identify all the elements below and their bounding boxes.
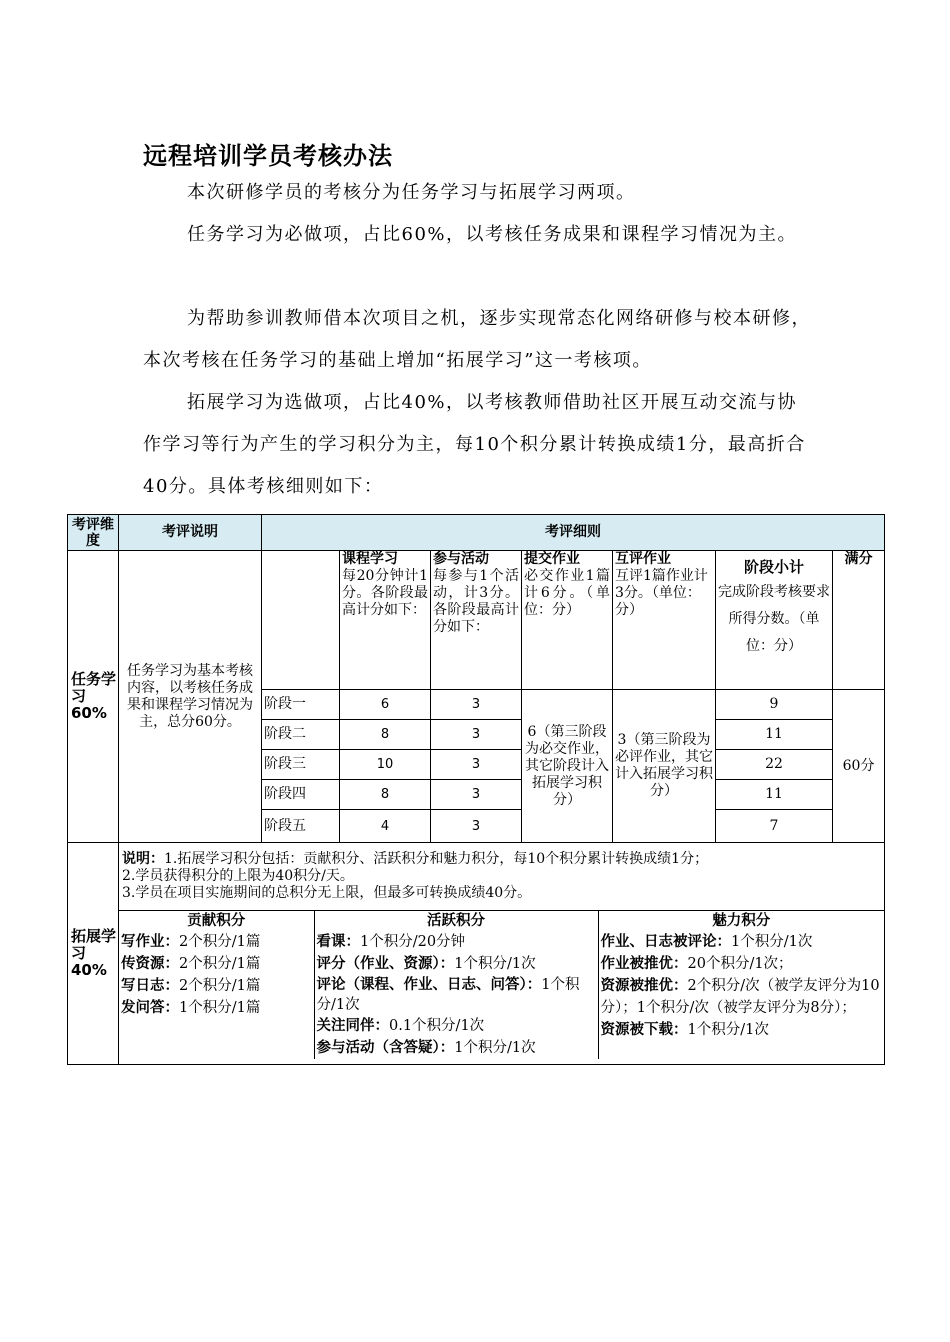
stage-course-score: 10	[340, 750, 431, 780]
task-dimension: 任务学习60%	[68, 551, 119, 843]
list-item: 写作业：2个积分/1篇	[121, 934, 261, 950]
stage-subtotal: 22	[716, 750, 833, 780]
list-item: 评分（作业、资源）：1个积分/1次	[316, 956, 536, 972]
stage-activity-score: 3	[431, 690, 522, 720]
stage-name: 阶段五	[262, 810, 340, 843]
peer-review-merged: 3（第三阶段为必评作业，其它计入拓展学习积分）	[613, 690, 716, 843]
active-items	[314, 931, 598, 1059]
stage-activity-score: 3	[431, 720, 522, 750]
stage-name: 阶段三	[262, 750, 340, 780]
stage-name: 阶段一	[262, 690, 340, 720]
active-title: 活跃积分	[314, 911, 598, 931]
column-course: 课程学习 每20分钟计1分。各阶段最高计分如下：	[340, 551, 431, 690]
stage-subtotal: 9	[716, 690, 833, 720]
empty-cell	[262, 551, 340, 690]
stage-name: 阶段二	[262, 720, 340, 750]
list-item: 评论（课程、作业、日志、问答）：1个积分/1次	[316, 977, 580, 1013]
column-homework: 提交作业 必交作业1篇计6分。（单位：分）	[522, 551, 613, 690]
paragraph-1: 本次研修学员的考核分为任务学习与拓展学习两项。	[187, 182, 636, 203]
column-stage-subtotal: 阶段小计 完成阶段考核要求所得分数。（单位：分）	[716, 551, 833, 690]
charm-title: 魅力积分	[712, 913, 771, 929]
list-item: 看课：1个积分/20分钟	[316, 934, 466, 950]
extend-notes: 说明：1.拓展学习积分包括：贡献积分、活跃积分和魅力积分，每10个积分累计转换成绩1分； 2.学员获得积分的上限为40积分/天。 3.学员在项目实施期间的总积分无上限，但最多可转换成绩40分。	[119, 843, 885, 911]
column-activity: 参与活动 每参与1个活动，计3分。各阶段最高计分如下：	[431, 551, 522, 690]
header-description: 考评说明	[119, 515, 262, 551]
stage-course-score: 4	[340, 810, 431, 843]
list-item: 传资源：2个积分/1篇	[121, 956, 261, 972]
stage-activity-score: 3	[431, 810, 522, 843]
homework-merged: 6（第三阶段为必交作业，其它阶段计入拓展学习积分）	[522, 690, 613, 843]
stage-subtotal: 7	[716, 810, 833, 843]
list-item: 资源被推优：2个积分/次（被学友评分为10分）；1个积分/次（被学友评分为8分）；	[600, 978, 880, 1016]
contribution-items	[119, 931, 314, 1059]
stage-course-score: 6	[340, 690, 431, 720]
page-title: 远程培训学员考核办法	[143, 142, 393, 170]
list-item: 关注同伴：0.1个积分/1次	[316, 1018, 485, 1034]
stage-subtotal: 11	[716, 780, 833, 810]
stage-subtotal: 11	[716, 720, 833, 750]
header-details: 考评细则	[262, 515, 885, 551]
stage-activity-score: 3	[431, 780, 522, 810]
list-item: 资源被下载：1个积分/1次	[600, 1022, 769, 1038]
list-item: 写日志：2个积分/1篇	[121, 978, 261, 994]
stage-course-score: 8	[340, 720, 431, 750]
stage-course-score: 8	[340, 780, 431, 810]
header-dimension: 考评维度	[68, 515, 119, 551]
list-item: 参与活动（含答疑）：1个积分/1次	[316, 1040, 536, 1056]
assessment-table	[67, 514, 885, 1065]
paragraph-3: 为帮助参训教师借本次项目之机，逐步实现常态化网络研修与校本研修，本次考核在任务学习的基础上增加“拓展学习”这一考核项。	[143, 308, 811, 371]
points-breakdown	[119, 911, 885, 1065]
extend-dimension: 拓展学习40%	[68, 843, 119, 1065]
contribution-title: 贡献积分	[119, 911, 314, 931]
list-item: 作业、日志被评论：1个积分/1次	[600, 934, 813, 950]
list-item: 作业被推优：20个积分/1次；	[600, 956, 793, 972]
paragraph-2: 任务学习为必做项，占比60%，以考核任务成果和课程学习情况为主。	[187, 224, 798, 245]
column-full-score: 满分	[833, 551, 885, 690]
list-item: 发问答：1个积分/1篇	[121, 1000, 261, 1016]
charm-items	[598, 931, 884, 1059]
task-description: 任务学习为基本考核内容，以考核任务成果和课程学习情况为主，总分60分。	[119, 551, 262, 843]
stage-name: 阶段四	[262, 780, 340, 810]
paragraph-4: 拓展学习为选做项，占比40%，以考核教师借助社区开展互动交流与协作学习等行为产生的学习积分为主，每10个积分累计转换成绩1分，最高折合40分。具体考核细则如下：	[143, 392, 806, 497]
column-peer-review: 互评作业 互评1篇作业计3分。（单位：分）	[613, 551, 716, 690]
stage-activity-score: 3	[431, 750, 522, 780]
full-score: 60分	[833, 690, 885, 843]
points-subtable	[119, 911, 884, 1059]
